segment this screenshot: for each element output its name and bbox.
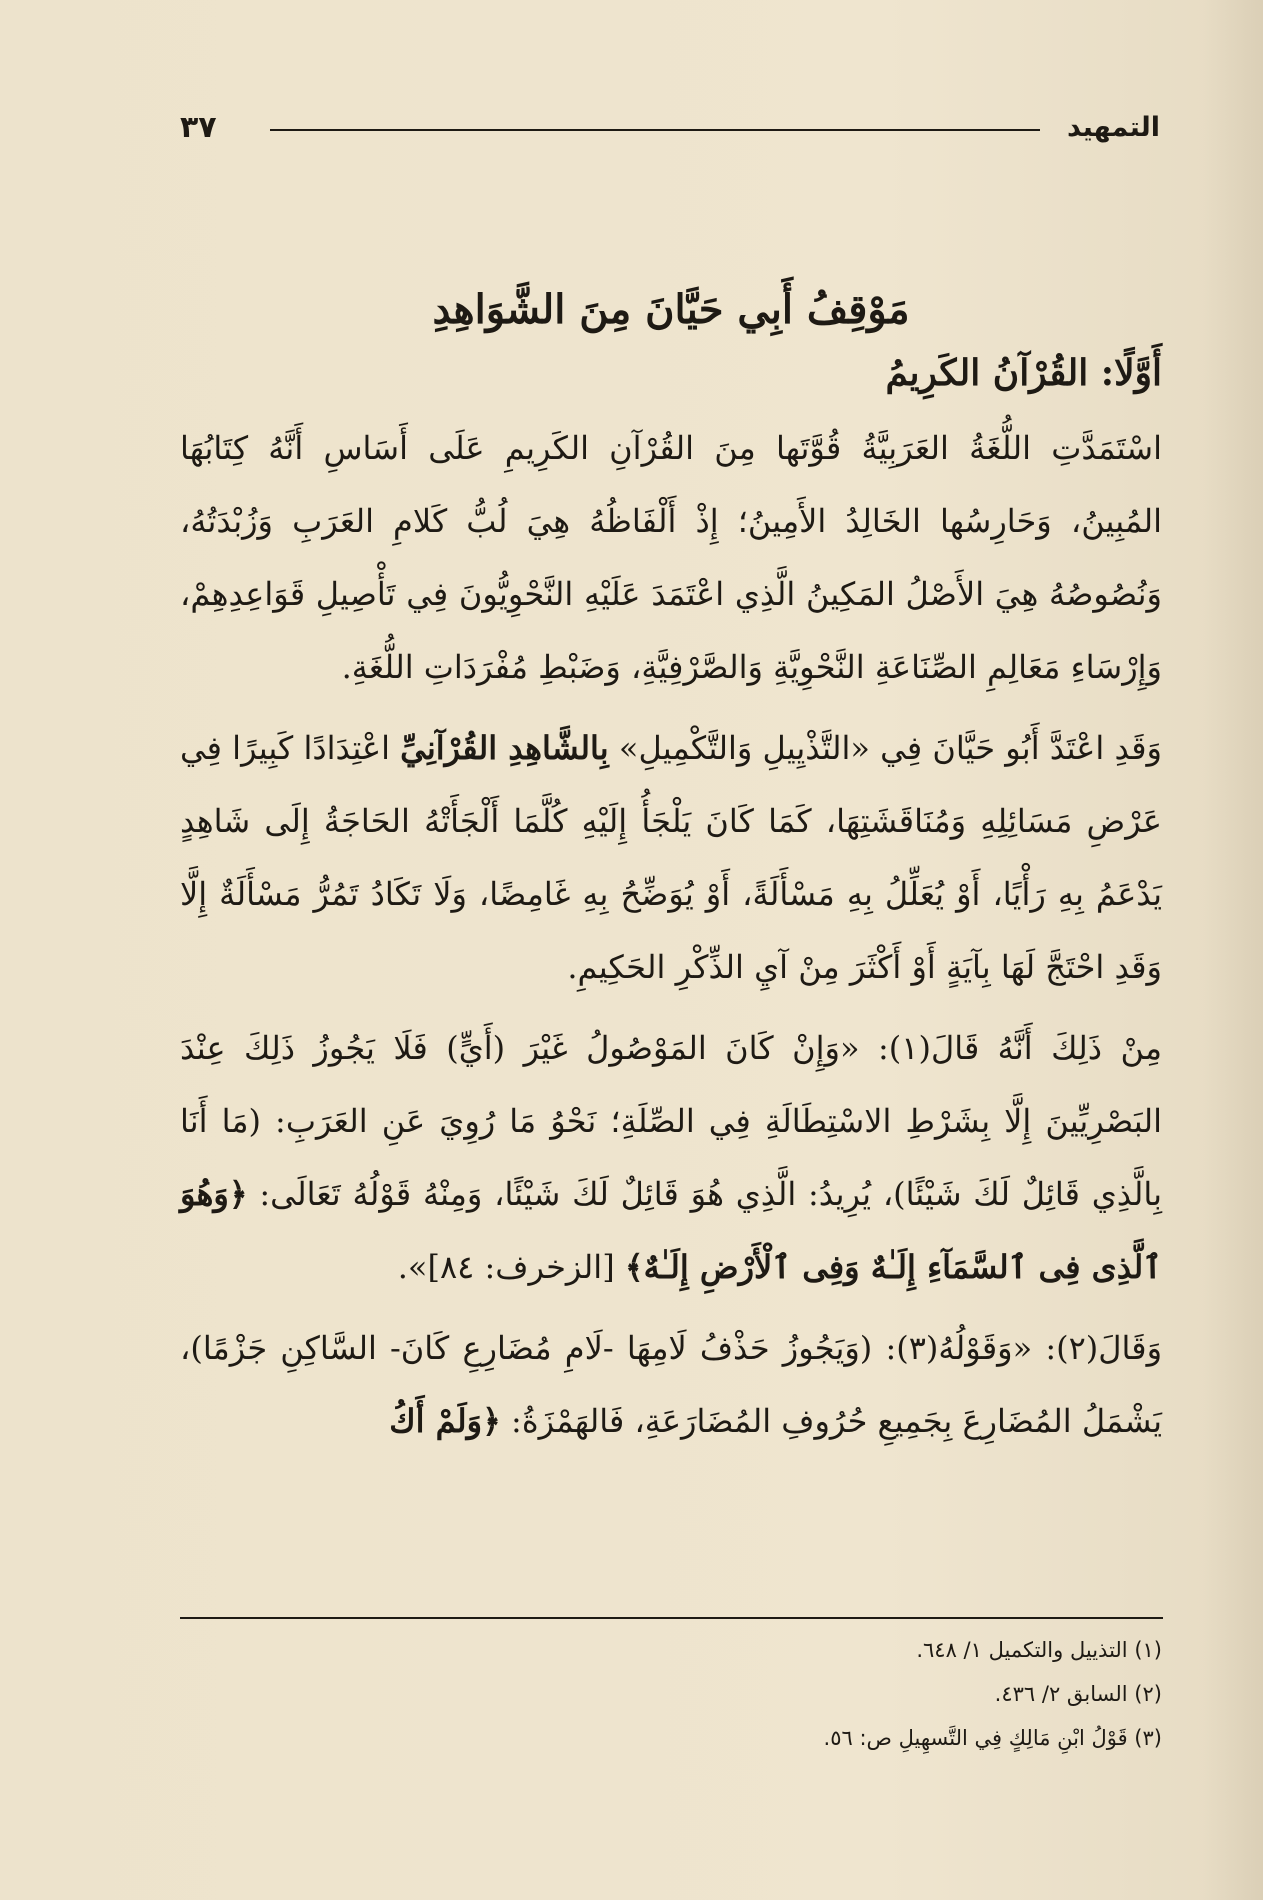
paragraph-2-bold-term: بِالشَّاهِدِ القُرْآنِيِّ <box>400 729 609 767</box>
page-body <box>180 280 1162 1466</box>
footnote-1: (١) التذييل والتكميل ١/ ٦٤٨. <box>916 1638 1162 1662</box>
paragraph-3-text-start: مِنْ ذَلِكَ أَنَّهُ قَالَ(١): «وَإِنْ كَانَ المَوْصُولُ غَيْرَ (أَيٍّ) فَلَا يَجُوزُ ذَلِكَ عِنْدَ البَصْرِيِّينَ إِلَّا بِشَرْطِ الاسْتِطَالَةِ فِي الصِّلَةِ؛ نَحْوُ مَا رُوِيَ عَنِ العَرَبِ: (مَا أَنَا بِالَّذِي قَائِلٌ لَكَ شَيْئًا)، يُرِيدُ: الَّذِي هُوَ قَائِلٌ لَكَ شَيْئًا، وَمِنْهُ قَوْلُهُ تَعَالَى: <box>180 1029 1163 1213</box>
paragraph-4-text-start: وَقَالَ(٢): «وَقَوْلُهُ(٣): (وَيَجُوزُ حَذْفُ لَامِهَا -لَامِ مُضَارِعِ كَانَ- السَّاكِنِ جَزْمًا)، يَشْمَلُ المُضَارِعَ بِجَمِيعِ حُرُوفِ المُضَارَعَةِ، فَالهَمْزَةُ: <box>180 1329 1163 1440</box>
paragraph-4-quran-verse: ﴿وَلَمْ أَكُ <box>389 1402 501 1440</box>
paragraph-2-text-end: اعْتِدَادًا كَبِيرًا فِي عَرْضِ مَسَائِلِهِ وَمُنَاقَشَتِهَا، كَمَا كَانَ يَلْجَأُ إِلَيْهِ كُلَّمَا أَلْجَأَتْهُ الحَاجَةُ إِلَى شَاهِدٍ يَدْعَمُ بِهِ رَأْيًا، أَوْ يُعَلِّلُ بِهِ مَسْأَلَةً، أَوْ يُوَضِّحُ بِهِ غَامِضًا، وَلَا تَكَادُ تَمُرُّ مَسْأَلَةٌ إِلَّا وَقَدِ احْتَجَّ لَهَا بِآيَةٍ أَوْ أَكْثَرَ مِنْ آيِ الذِّكْرِ الحَكِيمِ. <box>180 729 1162 986</box>
paragraph-2 <box>180 712 1162 1004</box>
footnotes <box>180 1628 1162 1760</box>
paragraph-3-quran-verse: ﴿وَهُوَ ٱلَّذِى فِى ٱلسَّمَآءِ إِلَـٰهٌ وَفِى ٱلْأَرْضِ إِلَـٰهٌ﴾ <box>180 1175 1162 1286</box>
paragraph-4 <box>180 1312 1162 1458</box>
paragraph-2-text-start: وَقَدِ اعْتَدَّ أَبُو حَيَّانَ فِي «التَّذْيِيلِ وَالتَّكْمِيلِ» <box>608 729 1163 767</box>
page-edge-shadow <box>1203 0 1263 1900</box>
footnote-2: (٢) السابق ٢/ ٤٣٦. <box>994 1682 1162 1706</box>
main-heading: مَوْقِفُ أَبِي حَيَّانَ مِنَ الشَّوَاهِدِ <box>432 286 910 333</box>
running-title: التمهيد <box>1067 112 1160 143</box>
running-head <box>180 108 1160 148</box>
footnote-separator <box>180 1617 1163 1619</box>
page-number: ٣٧ <box>180 110 217 145</box>
paragraph-3 <box>180 1012 1162 1304</box>
paragraph-1: اسْتَمَدَّتِ اللُّغَةُ العَرَبِيَّةُ قُوَّتَها مِنَ القُرْآنِ الكَرِيمِ عَلَى أَسَاسِ أَنَّهُ كِتَابُهَا المُبِينُ، وَحَارِسُها الخَالِدُ الأَمِينُ؛ إِذْ أَلْفَاظُهُ هِيَ لُبُّ كَلامِ العَرَبِ وَزُبْدَتُهُ، وَنُصُوصُهُ هِيَ الأَصْلُ المَكِينُ الَّذِي اعْتَمَدَ عَلَيْهِ النَّحْوِيُّونَ فِي تَأْصِيلِ قَوَاعِدِهِمْ، وَإِرْسَاءِ مَعَالِمِ الصِّنَاعَةِ النَّحْوِيَّةِ وَالصَّرْفِيَّةِ، وَضَبْطِ مُفْرَدَاتِ اللُّغَةِ. <box>180 429 1163 686</box>
footnote-3: (٣) قَوْلُ ابْنِ مَالِكٍ فِي التَّسهِيلِ ص: ٥٦. <box>823 1726 1162 1750</box>
header-rule <box>270 129 1040 131</box>
paragraph-3-text-end: [الزخرف: ٨٤]». <box>397 1248 625 1286</box>
section-heading: أَوَّلًا: القُرْآنُ الكَرِيمُ <box>885 352 1162 394</box>
